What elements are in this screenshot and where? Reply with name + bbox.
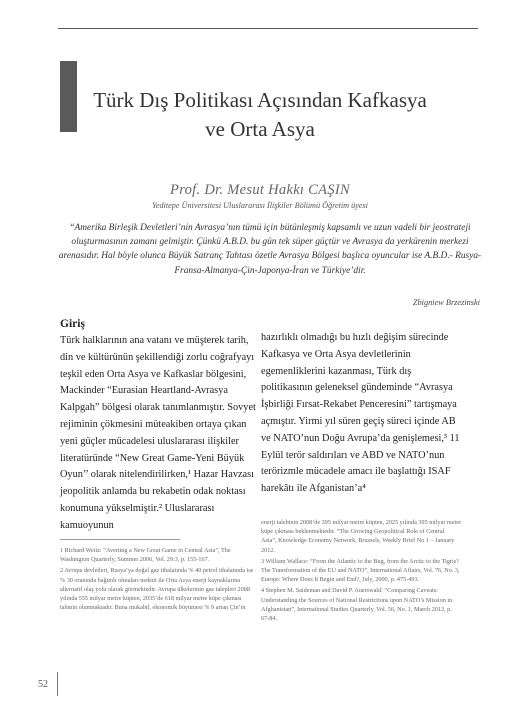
footnote: 2 Avrupa devletleri, Rusya’ya doğal gaz ithalatında % 40 petrol ithalatında ise % 30 oranında bağımlı olmaları nedeni ile Orta Asya enerji kaynaklarına alternatif olaş yolu olarak görmektedir. Avrupa ülkelerinin gaz talepleri 2088 yılında 555 milyar metre küpten, 2035’de 618 milyar metre küpe çıkması tahmin olunmaktadır. Buna mukabil, ekonomik büyümesi % 9 artan Çin’in xyxy=(60,567,254,612)
footnote: 1 Richard Weitz: “Averting a New Great Game in Central Asia”, The Washington Quarterly, Summer 2006, Vol. 29:3, p. 155-167. xyxy=(60,547,231,564)
page-number-divider xyxy=(57,672,58,696)
page-number: 52 xyxy=(38,679,48,690)
article-title xyxy=(60,86,460,144)
body-paragraph: hazırlıklı olmadığı bu hızlı değişim sürecinde Kafkasya ve Orta Asya devletlerinin egemenliklerini kazanması, Türk dış politikasının geleneksel gündeminde “Avrasya İşbirliği Fırsat-Rekabet Penceresini” tartışmaya açmıştır. Yirmi yıl süren geçiş süreci içinde AB ve NATO’nun Doğu Avrupa’da genişlemesi,³ 11 Eylül terör saldırıları ve ABD ve NATO’nun terörizmle mücadele amacı ile başlattığı ISAF harekâtı ile Afganistan’a⁴ xyxy=(261,332,460,495)
footnote: 4 Stephen M. Saideman and David P. Auerswald: “Comparing Caveats: Understanding the Sources of National Restrictions upon NATO’s Mission in Afghanistan”, International Studies Quarterly, Vol. 56, No. 1, March 2012, p. 67-84. xyxy=(261,587,453,623)
top-rule xyxy=(58,28,478,29)
title-line-1: Türk Dış Politikası Açısından Kafkasya xyxy=(93,88,427,112)
footnote-rule xyxy=(60,539,180,540)
body-paragraph: Türk halklarının ana vatanı ve müşterek tarih, din ve kültürünün şekillendiği zorlu coğrafyayı teşkil eden Orta Asya ve Kafkaslar bölgesini, Mackinder “Eurasian Heartland-Avrasya Kalpgah” bölgesi olarak tanımlanmıştır. Sovyet rejiminin çökmesini müteakiben ortaya çıkan yeni güçler mücadelesi uluslararası ilişkiler literatüründe “New Great Game-Yeni Büyük Oyun’’ olarak nitelendirilirken,¹ Hazar Havzası jeopolitik anlamda bu rekabetin odak noktası konumuna yükselmiştir.² Uluslararası kamuoyunun xyxy=(60,335,256,531)
footnote: enerji talebinin 2008’de 395 milyar metre küpten, 2025 yılında 395 milyar metre küpe çıkması beklenmektedir. “The Growing Geopolitical Role of Central Asia”, Knowledge Economy Network, Brussels, Weekly Brief No 1 – January 2012. xyxy=(261,519,462,554)
footnotes-left xyxy=(60,546,260,614)
author-name: Prof. Dr. Mesut Hakkı CAŞIN xyxy=(170,182,350,198)
footnote: 3 William Wallace: “From the Atlantic to the Bug, from the Arctic to the Tigris? The Transformation of the EU and NATO”, International Affairs, Vol. 76, No. 3, Europe: Where Does It Begin and End?, July, 2000, p. 475-493. xyxy=(261,557,460,584)
body-column-left xyxy=(60,333,260,535)
title-line-2: ve Orta Asya xyxy=(205,117,315,141)
author-affiliation: Yeditepe Üniversitesi Uluslararası İlişkiler Bölümü Öğretim üyesi xyxy=(152,201,368,210)
body-column-right xyxy=(261,330,461,498)
footnotes-right xyxy=(261,518,461,625)
epigraph-author: Zbigniew Brzezinski xyxy=(412,298,480,307)
section-heading: Giriş xyxy=(60,318,85,330)
epigraph-quote: “Amerika Birleşik Devletleri’nin Avrasya’nın tümü için bütünleşmiş kapsamlı ve uzun vadeli bir jeostrateji oluşturmasının zamanı gelmiştir. Çünkü A.B.D. bu gün tek süper güçtür ve Avrasya da yerkürenin merkezi arenasıdır. Hal böyle olunca Büyük Satranç Tahtası özetle Avrasya Bölgesi başlıca oyuncular ise A.B.D.- Rusya-Fransa-Almanya-Çin-Japonya-İran ve Türkiye’dir. xyxy=(58,223,482,276)
